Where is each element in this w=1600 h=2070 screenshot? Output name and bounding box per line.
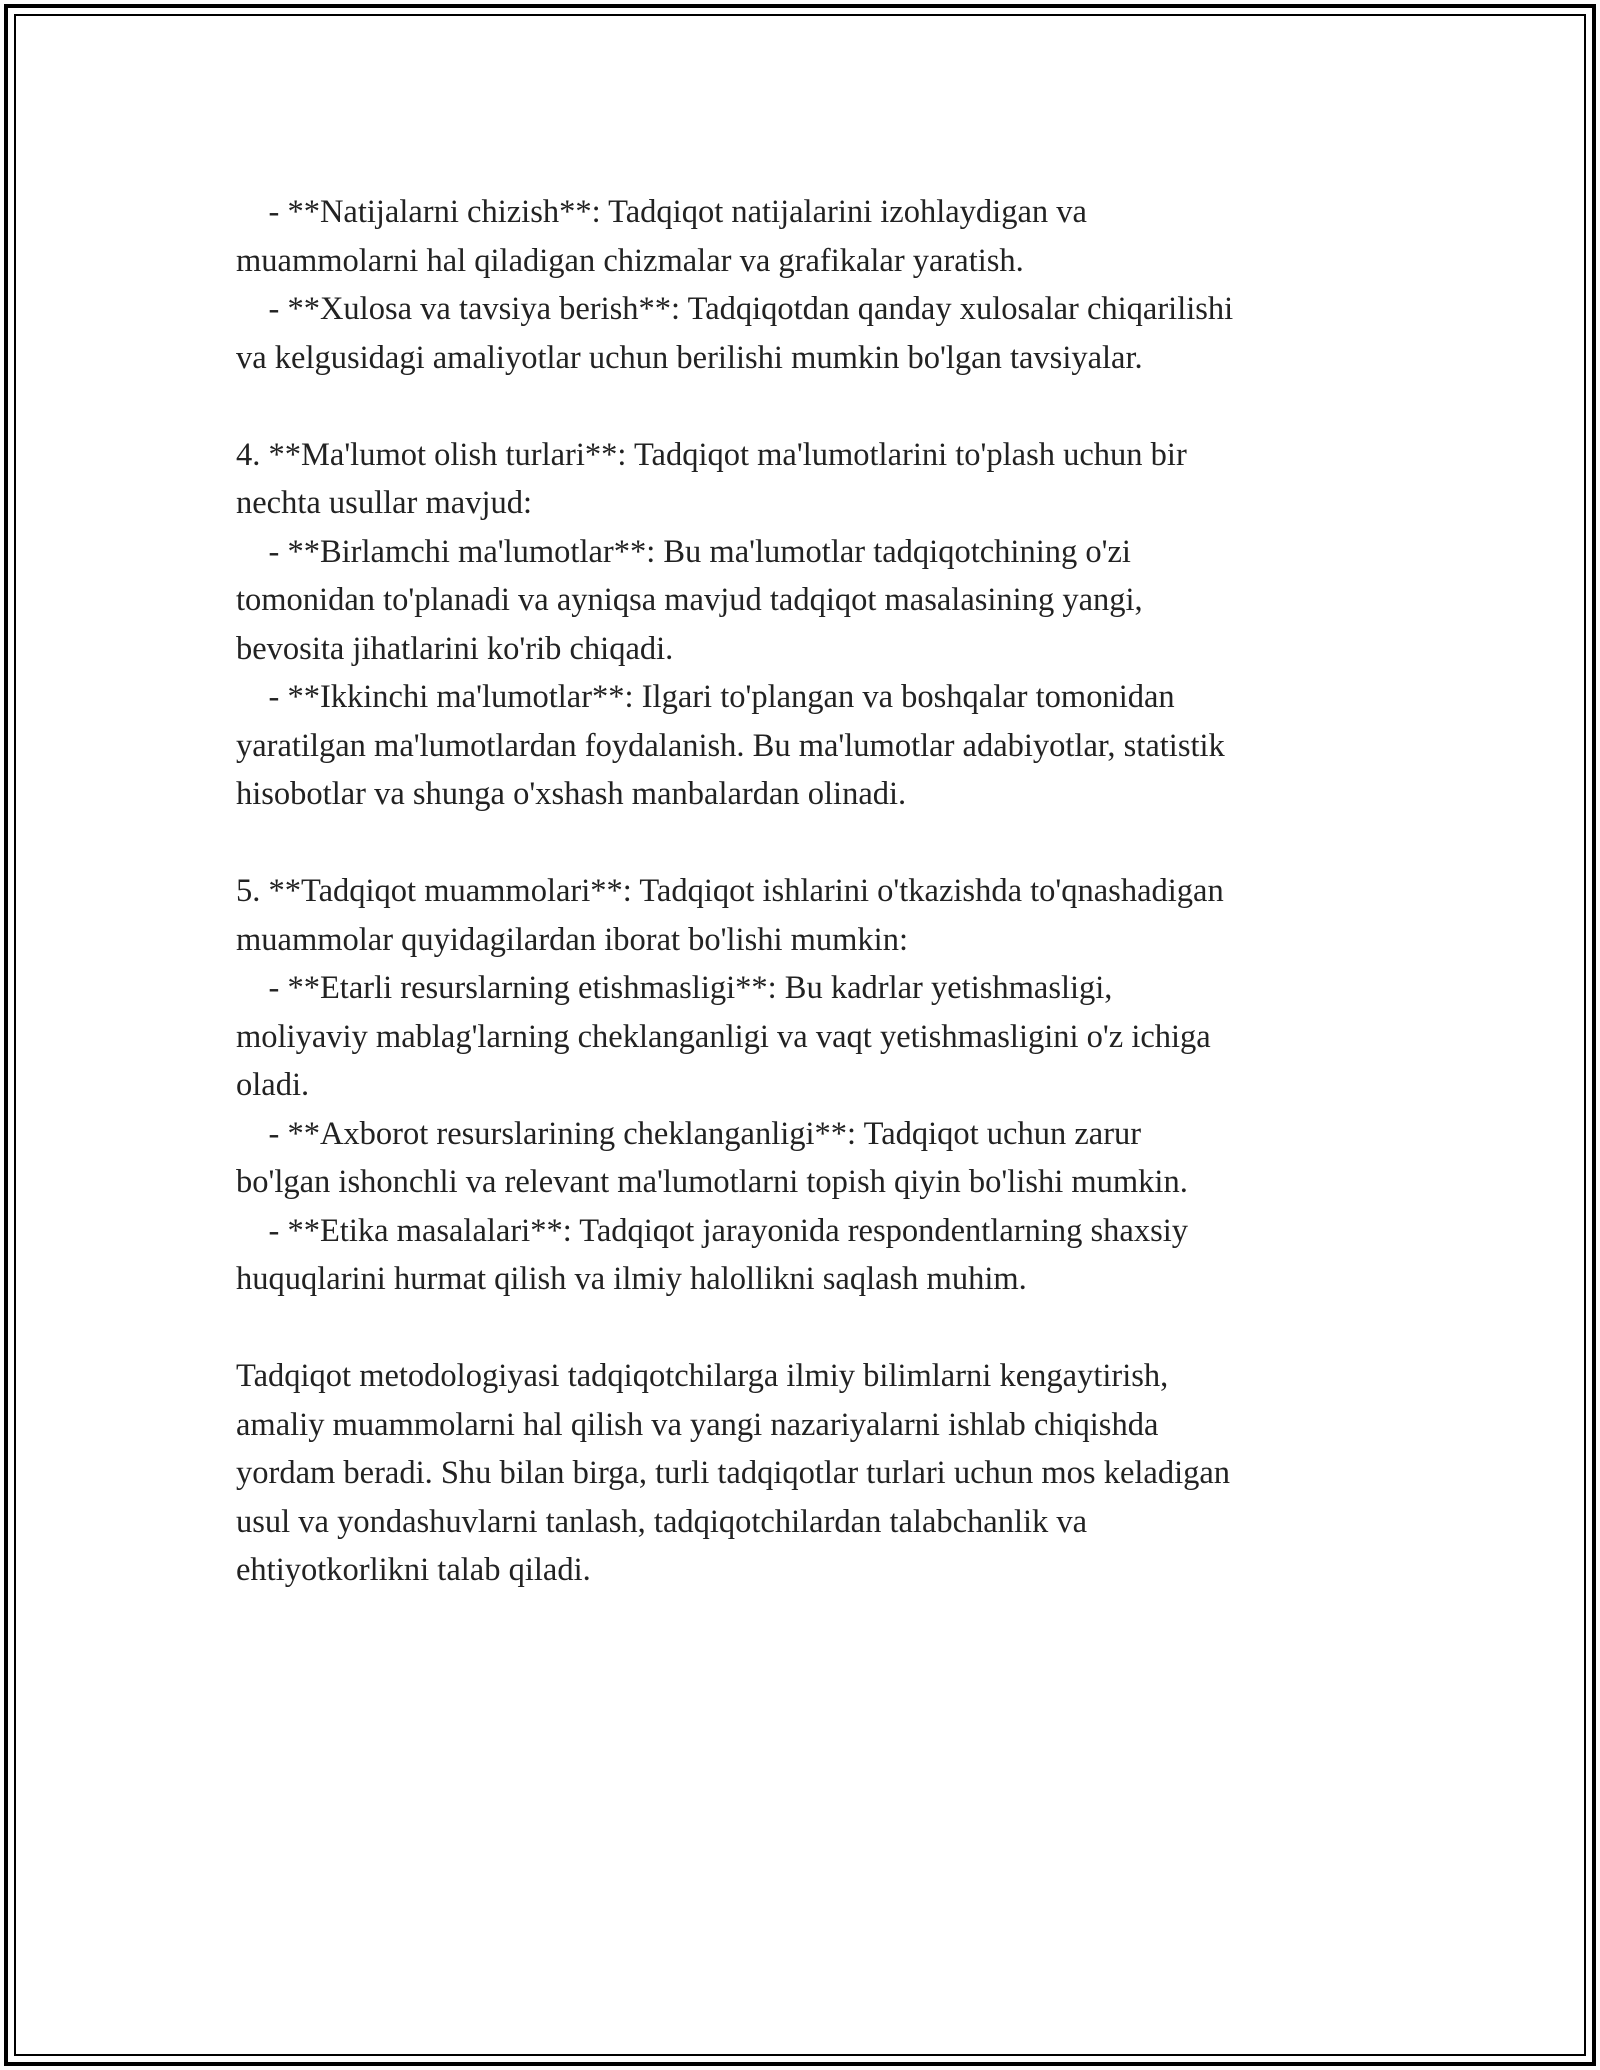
text-line: - **Natijalarni chizish**: Tadqiqot natijalarini izohlaydigan va bbox=[236, 194, 1087, 230]
text-line: muammolar quyidagilardan iborat bo'lishi mumkin: bbox=[236, 921, 908, 958]
document-body bbox=[236, 188, 1376, 1595]
text-line: amaliy muammolarni hal qilish va yangi nazariyalarni ishlab chiqishda bbox=[236, 1406, 1159, 1443]
paragraph-gap bbox=[236, 382, 1376, 431]
text-line: hisobotlar va shunga o'xshash manbalardan olinadi. bbox=[236, 776, 907, 812]
text-line: yaratilgan ma'lumotlardan foydalanish. Bu ma'lumotlar adabiyotlar, statistik bbox=[236, 727, 1225, 764]
paragraph-gap bbox=[236, 1304, 1376, 1353]
text-line: - **Birlamchi ma'lumotlar**: Bu ma'lumotlar tadqiqotchining o'zi bbox=[236, 533, 1131, 570]
text-line: - **Etarli resurslarning etishmasligi**: Bu kadrlar yetishmasligi, bbox=[236, 970, 1113, 1006]
text-line: ehtiyotkorlikni talab qiladi. bbox=[236, 1552, 591, 1588]
text-line: - **Xulosa va tavsiya berish**: Tadqiqotdan qanday xulosalar chiqarilishi bbox=[236, 291, 1234, 327]
text-line: moliyaviy mablag'larning cheklanganligi va vaqt yetishmasligini o'z ichiga bbox=[236, 1018, 1211, 1055]
text-line: yordam beradi. Shu bilan birga, turli tadqiqotlar turlari uchun mos keladigan bbox=[236, 1455, 1231, 1491]
text-line: 4. **Ma'lumot olish turlari**: Tadqiqot ma'lumotlarini to'plash uchun bir bbox=[236, 436, 1187, 473]
text-line: va kelgusidagi amaliyotlar uchun berilishi mumkin bo'lgan tavsiyalar. bbox=[236, 339, 1143, 376]
text-line: 5. **Tadqiqot muammolari**: Tadqiqot ishlarini o'tkazishda to'qnashadigan bbox=[236, 873, 1224, 909]
paragraph-gap bbox=[236, 819, 1376, 868]
text-line: Tadqiqot metodologiyasi tadqiqotchilarga ilmiy bilimlarni kengaytirish, bbox=[236, 1358, 1169, 1394]
text-line: bevosita jihatlarini ko'rib chiqadi. bbox=[236, 630, 674, 667]
text-line: - **Axborot resurslarining cheklanganligi**: Tadqiqot uchun zarur bbox=[236, 1115, 1142, 1152]
text-line: huquqlarini hurmat qilish va ilmiy halollikni saqlash muhim. bbox=[236, 1261, 1027, 1297]
text-line: bo'lgan ishonchli va relevant ma'lumotlarni topish qiyin bo'lishi mumkin. bbox=[236, 1164, 1188, 1200]
text-line: usul va yondashuvlarni tanlash, tadqiqotchilardan talabchanlik va bbox=[236, 1503, 1088, 1540]
text-line: - **Ikkinchi ma'lumotlar**: Ilgari to'plangan va boshqalar tomonidan bbox=[236, 679, 1175, 715]
text-line: tomonidan to'planadi va ayniqsa mavjud tadqiqot masalasining yangi, bbox=[236, 582, 1143, 618]
text-line: - **Etika masalalari**: Tadqiqot jarayonida respondentlarning shaxsiy bbox=[236, 1212, 1189, 1249]
text-line: oladi. bbox=[236, 1067, 310, 1103]
text-line: muammolarni hal qiladigan chizmalar va grafikalar yaratish. bbox=[236, 242, 1024, 279]
text-line: nechta usullar mavjud: bbox=[236, 485, 533, 521]
